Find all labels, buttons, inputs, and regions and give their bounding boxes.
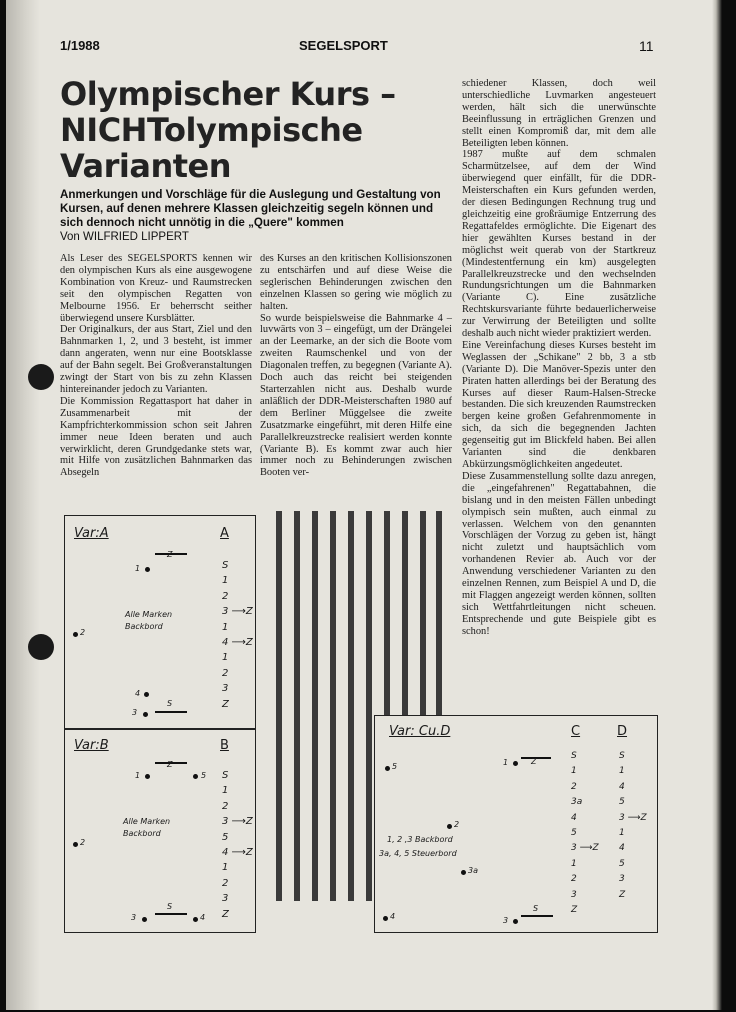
paragraph: So wurde beispielsweise die Bahnmarke 4 – luvwärts von 3 – eingefügt, um der Drängelei an der Leemarke, an der sich die Boote vom zweiten Raumschenkel und von der Diagonalen treffen, zu begegnen (Variante A). Doch auch das reicht bei steigenden Starterzahlen nicht aus. Deshalb wurde anläßlich der DDR-Meisterschaften 1980 auf dem Berliner Müggelsee die zweite Zusatzmarke eingeführt, mit deren Hilfe eine Parallelkreuzstrecke realisiert werden konnte (Variante B). Es kommt zwar auch hier immer noch zu Behinderungen zwischen Booten ver- [260, 312, 452, 479]
page-number: 11 [639, 38, 654, 54]
mark-label: 3a [468, 866, 478, 875]
article-subtitle: Anmerkungen und Vorschläge für die Auslegung und Gestaltung von Kursen, auf denen mehrere Klassen gleichzeitig segeln können und sich dennoch nicht unnötig in die „Quere" kommen [60, 188, 441, 229]
note-line: Backbord [125, 622, 163, 631]
mark-4 [193, 917, 198, 922]
variant-letter: A [220, 526, 229, 541]
start-line [155, 711, 187, 713]
paragraph: Als Leser des SEGELSPORTS kennen wir den olympischen Kurs als eine ausgewogene Kombination von Kreuz- und Raumstrecken seit den olympischen Regatten von Melbourne 1956. Er beherrscht seither überwiegend unsere Kursblätter. [60, 253, 252, 324]
start-label: S [167, 902, 173, 911]
mark-label: 1 [503, 758, 509, 767]
mark-1 [513, 761, 518, 766]
text-column-1 [60, 253, 252, 479]
mark-label: 4 [135, 689, 141, 698]
stripe [294, 511, 300, 901]
paragraph: des Kurses an den kritischen Kollisionszonen zu entschärfen und auf diese Weise die seglerischen Behinderungen zwischen den einzelnen Klassen so gering wie möglich zu halten. [260, 253, 452, 312]
rounding-sequence: S 1 2 3 ⟶Z 1 4 ⟶Z 1 2 3 Z [222, 560, 253, 710]
rounding-sequence-d: S 1 4 5 3 ⟶Z 1 4 5 3 Z [619, 751, 647, 900]
mark-3 [513, 919, 518, 924]
punch-hole [28, 634, 54, 660]
start-label: S [167, 699, 173, 708]
note-line: 3a, 4, 5 Steuerbord [379, 849, 457, 858]
title-line: Olympischer Kurs – [60, 75, 396, 113]
magazine-page [6, 0, 718, 1010]
mark-label: 2 [80, 628, 86, 637]
stripe [366, 511, 372, 901]
mark-label: 2 [80, 838, 86, 847]
stripe [348, 511, 354, 901]
finish-label: Z [167, 760, 173, 769]
mark-5 [193, 774, 198, 779]
finish-label: Z [531, 757, 537, 766]
diagram-heading: Var:B [74, 738, 109, 753]
mark-1 [145, 567, 150, 572]
start-label: S [533, 904, 539, 913]
mark-4 [144, 692, 149, 697]
course-diagram-var-a [64, 515, 256, 729]
mark-label: 1 [135, 564, 141, 573]
paragraph: Diese Zusammenstellung sollte dazu anregen, die „eingefahrenen" Regattabahnen, die bislang und in den meisten Fällen unbedingt olympisch sein mußten, auch einmal zu verlassen. Welchem von den genannten Vorschlägen der Vorzug zu geben ist, hängt nicht zuletzt und hauptsächlich vom vorhandenen Revier ab. Auch vor der Anwendung verschiedener Varianten zu den einzelnen Rennen, zum Beispiel A und D, die mit Flaggen angezeigt werden können, sollten sich Wettfahrtleitungen nicht scheuen. Entsprechende und gute Beispiele gibt es schon! [462, 470, 656, 637]
title-line: NICHTolympische [60, 111, 363, 149]
stripe [276, 511, 282, 901]
mark-2 [73, 842, 78, 847]
mark-5 [385, 766, 390, 771]
mark-2 [73, 632, 78, 637]
mark-2 [447, 824, 452, 829]
variant-letter-d: D [617, 724, 628, 739]
paragraph: Der Originalkurs, der aus Start, Ziel und den Bahnmarken 1, 2, und 3 besteht, ist immer dann angeraten, wenn nur eine Bootsklasse auf der Bahn segelt. Bei Großveranstaltungen zwingt der Start von bis zu zehn Klassen hintereinander jedoch zu Varianten. [60, 324, 252, 395]
paragraph: schiedener Klassen, doch weil unterschiedliche Luvmarken angesteuert werden, hält sich die unerwünschte Beeinflussung in erträglichen Grenzen und stellt einen Kompromiß dar, mit dem alle Beteiligten leben können. [462, 78, 656, 149]
mark-1 [145, 774, 150, 779]
start-line [521, 915, 553, 917]
mark-label: 3 [132, 708, 138, 717]
diagram-heading: Var: Cu.D [389, 724, 451, 739]
start-line [155, 913, 187, 915]
title-line: Varianten [60, 147, 232, 185]
paragraph: 1987 mußte auf dem schmalen Scharmützelsee, auf dem der Wind überwiegend quer einfällt, für die DDR-Meisterschaften ein Kurs gefunden werden, der diesen Bedingungen Rechnung trug und gleichzeitig eine großräumige Entzerrung des Regattafeldes ermöglichte. Die Eigenart des hier gewählten Kurses bestand in der möglichst weit querab von der Startkreuz (Mindestentfernung ein km) ausgelegten Parallelkreuzstrecke und den wechselnden Rundungsrichtungen um die Bahnmarken (Variante C). Eine zusätzliche Rechtskursvariante führte bedauerlicherweise zur Verwirrung der Beteiligten und sollte deshalb auch nicht wieder praktiziert werden. [462, 149, 656, 340]
note-line: Alle Marken [125, 610, 173, 619]
variant-letter: B [220, 738, 229, 753]
text-column-2 [260, 253, 452, 479]
mark-3 [143, 712, 148, 717]
mark-label: 4 [200, 913, 206, 922]
mark-label: 5 [201, 771, 207, 780]
variant-letter-c: C [571, 724, 581, 739]
page-edge [712, 0, 722, 1010]
mark-label: 5 [392, 762, 398, 771]
note-line: Backbord [123, 829, 161, 838]
binding-margin [6, 0, 40, 1010]
byline: Von WILFRIED LIPPERT [60, 231, 189, 243]
course-diagram-var-c-d [374, 715, 658, 933]
stripe [330, 511, 336, 901]
diagram-heading: Var:A [74, 526, 109, 541]
mark-label: 2 [454, 820, 460, 829]
article-title [60, 76, 460, 184]
punch-hole [28, 364, 54, 390]
mark-label: 1 [135, 771, 141, 780]
issue-number: 1/1988 [60, 38, 100, 53]
finish-label: Z [167, 550, 173, 559]
note-line: Alle Marken [123, 817, 171, 826]
stripe [312, 511, 318, 901]
mark-4 [383, 916, 388, 921]
mark-label: 3 [131, 913, 137, 922]
text-column-3 [462, 78, 656, 638]
paragraph: Eine Vereinfachung dieses Kurses besteht im Weglassen der „Schikane" 2 bb, 3 a stb (Variante D). Die Manöver-Spezis unter den Piraten hatten allerdings bei der Beratung des Kurses auf dieser Raum-Halsen-Strecke bestanden. Die sich kreuzenden Raumstrecken bergen keine großen Gefahrenmomente in sich, da sich die begegnenden Jachten gegenseitig gut im Blickfeld haben. Bei allen Varianten sind die denkbaren Abkürzungsmöglichkeiten angedeutet. [462, 339, 656, 470]
rounding-sequence: S 1 2 3 ⟶Z 5 4 ⟶Z 1 2 3 Z [222, 770, 253, 920]
mark-label: 3 [503, 916, 509, 925]
mark-label: 4 [390, 912, 396, 921]
paragraph: Die Kommission Regattasport hat daher in Zusammenarbeit mit der Kampfrichterkommission schon seit Jahren immer neue Ideen beraten und auch verwirklicht, deren Grundgedanke stets war, mit Hilfe von zusätzlichen Bahnmarken das Absegeln [60, 395, 252, 479]
note-line: 1, 2 ,3 Backbord [387, 835, 453, 844]
mark-3 [142, 917, 147, 922]
course-diagram-var-b [64, 729, 256, 933]
magazine-name: SEGELSPORT [299, 38, 388, 53]
rounding-sequence-c: S 1 2 3a 4 5 3 ⟶Z 1 2 3 Z [571, 751, 599, 916]
mark-3a [461, 870, 466, 875]
